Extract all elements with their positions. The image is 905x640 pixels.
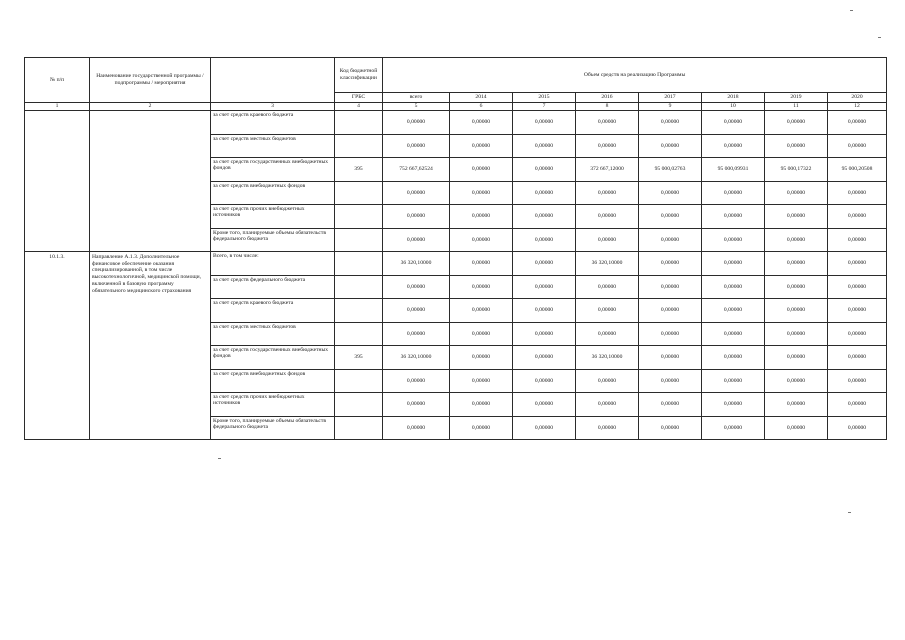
column-numbers-row: [25, 103, 887, 111]
grbs-code: [335, 228, 383, 252]
row-name-empty: [90, 111, 211, 252]
header-year: 2015: [513, 93, 576, 103]
grbs-code: 395: [335, 346, 383, 370]
amount-cell: 0,00000: [828, 369, 887, 393]
amount-cell: 0,00000: [639, 111, 702, 135]
amount-cell: 0,00000: [513, 111, 576, 135]
column-number: 1: [25, 103, 90, 111]
row-code: 10.1.3.: [25, 252, 90, 440]
column-number: 11: [765, 103, 828, 111]
amount-cell: 0,00000: [450, 322, 513, 346]
grbs-code: [335, 275, 383, 299]
amount-cell: 0,00000: [765, 111, 828, 135]
amount-cell: 0,00000: [383, 416, 450, 440]
amount-cell: 0,00000: [383, 228, 450, 252]
header-year: 2014: [450, 93, 513, 103]
amount-cell: 0,00000: [828, 322, 887, 346]
amount-cell: 0,00000: [513, 205, 576, 229]
column-number: 7: [513, 103, 576, 111]
amount-cell: 0,00000: [576, 111, 639, 135]
amount-cell: 0,00000: [639, 228, 702, 252]
amount-cell: 0,00000: [576, 228, 639, 252]
amount-cell: 95 000,02763: [639, 158, 702, 182]
funding-source: за счет средств краевого бюджета: [211, 299, 335, 323]
header-year: 2020: [828, 93, 887, 103]
amount-cell: 0,00000: [383, 322, 450, 346]
header-classification: Код бюджетной классификации: [335, 58, 383, 93]
column-number: 4: [335, 103, 383, 111]
funding-source: за счет средств краевого бюджета: [211, 111, 335, 135]
amount-cell: 0,00000: [765, 369, 828, 393]
amount-cell: 0,00000: [828, 205, 887, 229]
amount-cell: 0,00000: [450, 181, 513, 205]
grbs-code: [335, 111, 383, 135]
header-year: 2018: [702, 93, 765, 103]
header-year: 2016: [576, 93, 639, 103]
amount-cell: 0,00000: [450, 393, 513, 417]
header-total: всего: [383, 93, 450, 103]
amount-cell: 0,00000: [765, 322, 828, 346]
column-number: 12: [828, 103, 887, 111]
column-number: 8: [576, 103, 639, 111]
grbs-code: [335, 205, 383, 229]
amount-cell: 36 320,10000: [576, 252, 639, 276]
amount-cell: 0,00000: [702, 393, 765, 417]
funding-source: за счет средств федерального бюджета: [211, 275, 335, 299]
amount-cell: 0,00000: [828, 275, 887, 299]
funding-source: за счет средств внебюджетных фондов: [211, 181, 335, 205]
amount-cell: 372 667,12000: [576, 158, 639, 182]
amount-cell: 0,00000: [383, 275, 450, 299]
amount-cell: 0,00000: [513, 346, 576, 370]
amount-cell: 0,00000: [576, 275, 639, 299]
column-number: 9: [639, 103, 702, 111]
amount-cell: 0,00000: [702, 205, 765, 229]
amount-cell: 0,00000: [765, 134, 828, 158]
amount-cell: 0,00000: [513, 134, 576, 158]
amount-cell: 0,00000: [513, 369, 576, 393]
funding-source: за счет средств государственных внебюджетных фондов: [211, 158, 335, 182]
header-blank: [211, 58, 335, 103]
column-number: 2: [90, 103, 211, 111]
amount-cell: 0,00000: [639, 322, 702, 346]
amount-cell: 0,00000: [702, 299, 765, 323]
amount-cell: 0,00000: [383, 205, 450, 229]
header-row: [25, 58, 887, 93]
amount-cell: 0,00000: [828, 228, 887, 252]
amount-cell: 0,00000: [450, 134, 513, 158]
amount-cell: 0,00000: [702, 275, 765, 299]
amount-cell: 0,00000: [702, 322, 765, 346]
header-name: Наименование государственной программы / подпрограммы / мероприятия: [90, 58, 211, 103]
amount-cell: 36 320,10000: [383, 346, 450, 370]
amount-cell: 752 667,62524: [383, 158, 450, 182]
amount-cell: 0,00000: [639, 134, 702, 158]
amount-cell: 0,00000: [702, 369, 765, 393]
scan-speck: [218, 458, 221, 459]
table-row: [25, 252, 887, 276]
grbs-code: [335, 416, 383, 440]
amount-cell: 0,00000: [513, 416, 576, 440]
amount-cell: 95 000,17322: [765, 158, 828, 182]
amount-cell: 0,00000: [639, 299, 702, 323]
amount-cell: 0,00000: [765, 346, 828, 370]
funding-source: Кроме того, планируемые объемы обязательств федерального бюджета: [211, 228, 335, 252]
amount-cell: 0,00000: [639, 369, 702, 393]
amount-cell: 0,00000: [702, 346, 765, 370]
grbs-code: [335, 369, 383, 393]
amount-cell: 0,00000: [450, 275, 513, 299]
amount-cell: 0,00000: [765, 205, 828, 229]
amount-cell: 0,00000: [765, 228, 828, 252]
amount-cell: 0,00000: [639, 205, 702, 229]
scan-speck: [848, 512, 851, 513]
amount-cell: 0,00000: [576, 416, 639, 440]
amount-cell: 0,00000: [702, 416, 765, 440]
amount-cell: 0,00000: [513, 322, 576, 346]
funding-source: за счет средств внебюджетных фондов: [211, 369, 335, 393]
amount-cell: 0,00000: [450, 416, 513, 440]
amount-cell: 0,00000: [450, 369, 513, 393]
table-row: [25, 111, 887, 135]
amount-cell: 0,00000: [765, 393, 828, 417]
amount-cell: 0,00000: [639, 181, 702, 205]
funding-source: за счет средств государственных внебюджетных фондов: [211, 346, 335, 370]
amount-cell: 0,00000: [513, 299, 576, 323]
amount-cell: 0,00000: [576, 205, 639, 229]
amount-cell: 0,00000: [828, 252, 887, 276]
row-name: Направление А.1.3. Дополнительное финансовое обеспечение оказания специализированной, в том числе высокотехнологичной, медицинской помощи, включенной в базовую программу обязательного медицинского страхования: [90, 252, 211, 440]
amount-cell: 0,00000: [576, 393, 639, 417]
amount-cell: 0,00000: [450, 158, 513, 182]
amount-cell: 0,00000: [639, 416, 702, 440]
amount-cell: 0,00000: [639, 252, 702, 276]
amount-cell: 0,00000: [702, 228, 765, 252]
funding-source: за счет средств местных бюджетов: [211, 322, 335, 346]
grbs-code: 395: [335, 158, 383, 182]
grbs-code: [335, 252, 383, 276]
amount-cell: 0,00000: [639, 346, 702, 370]
grbs-code: [335, 299, 383, 323]
funding-source: Всего, в том числе:: [211, 252, 335, 276]
amount-cell: 0,00000: [828, 346, 887, 370]
amount-cell: 0,00000: [513, 275, 576, 299]
header-volume: Объем средств на реализацию Программы: [383, 58, 887, 93]
amount-cell: 0,00000: [702, 252, 765, 276]
amount-cell: 36 320,10000: [576, 346, 639, 370]
amount-cell: 0,00000: [383, 393, 450, 417]
grbs-code: [335, 393, 383, 417]
amount-cell: 0,00000: [576, 299, 639, 323]
amount-cell: 95 000,09931: [702, 158, 765, 182]
amount-cell: 36 320,10000: [383, 252, 450, 276]
column-number: 3: [211, 103, 335, 111]
amount-cell: 0,00000: [450, 252, 513, 276]
grbs-code: [335, 181, 383, 205]
scan-speck: [850, 10, 853, 11]
header-num: № п/п: [25, 58, 90, 103]
amount-cell: 95 000,20508: [828, 158, 887, 182]
amount-cell: 0,00000: [765, 181, 828, 205]
amount-cell: 0,00000: [828, 416, 887, 440]
amount-cell: 0,00000: [383, 111, 450, 135]
amount-cell: 0,00000: [513, 181, 576, 205]
column-number: 5: [383, 103, 450, 111]
amount-cell: 0,00000: [765, 252, 828, 276]
amount-cell: 0,00000: [639, 393, 702, 417]
column-number: 10: [702, 103, 765, 111]
amount-cell: 0,00000: [828, 134, 887, 158]
amount-cell: 0,00000: [576, 369, 639, 393]
amount-cell: 0,00000: [513, 252, 576, 276]
amount-cell: 0,00000: [828, 299, 887, 323]
amount-cell: 0,00000: [383, 369, 450, 393]
amount-cell: 0,00000: [450, 228, 513, 252]
amount-cell: 0,00000: [828, 393, 887, 417]
amount-cell: 0,00000: [383, 181, 450, 205]
header-year: 2017: [639, 93, 702, 103]
funding-source: за счет средств местных бюджетов: [211, 134, 335, 158]
amount-cell: 0,00000: [828, 111, 887, 135]
amount-cell: 0,00000: [576, 322, 639, 346]
funding-source: Кроме того, планируемые объемы обязательств федерального бюджета: [211, 416, 335, 440]
header-grbs: ГРБС: [335, 93, 383, 103]
amount-cell: 0,00000: [702, 134, 765, 158]
amount-cell: 0,00000: [765, 275, 828, 299]
grbs-code: [335, 322, 383, 346]
row-code-empty: [25, 111, 90, 252]
amount-cell: 0,00000: [513, 228, 576, 252]
grbs-code: [335, 134, 383, 158]
amount-cell: 0,00000: [450, 299, 513, 323]
amount-cell: 0,00000: [383, 299, 450, 323]
amount-cell: 0,00000: [576, 181, 639, 205]
column-number: 6: [450, 103, 513, 111]
amount-cell: 0,00000: [765, 299, 828, 323]
header-year: 2019: [765, 93, 828, 103]
amount-cell: 0,00000: [450, 346, 513, 370]
amount-cell: 0,00000: [702, 111, 765, 135]
amount-cell: 0,00000: [639, 275, 702, 299]
amount-cell: 0,00000: [450, 205, 513, 229]
amount-cell: 0,00000: [702, 181, 765, 205]
amount-cell: 0,00000: [576, 134, 639, 158]
amount-cell: 0,00000: [513, 393, 576, 417]
scan-speck: [878, 37, 881, 38]
funding-source: за счет средств прочих внебюджетных источников: [211, 205, 335, 229]
amount-cell: 0,00000: [383, 134, 450, 158]
amount-cell: 0,00000: [513, 158, 576, 182]
funding-source: за счет средств прочих внебюджетных источников: [211, 393, 335, 417]
amount-cell: 0,00000: [450, 111, 513, 135]
amount-cell: 0,00000: [828, 181, 887, 205]
amount-cell: 0,00000: [765, 416, 828, 440]
budget-table: [24, 57, 887, 440]
